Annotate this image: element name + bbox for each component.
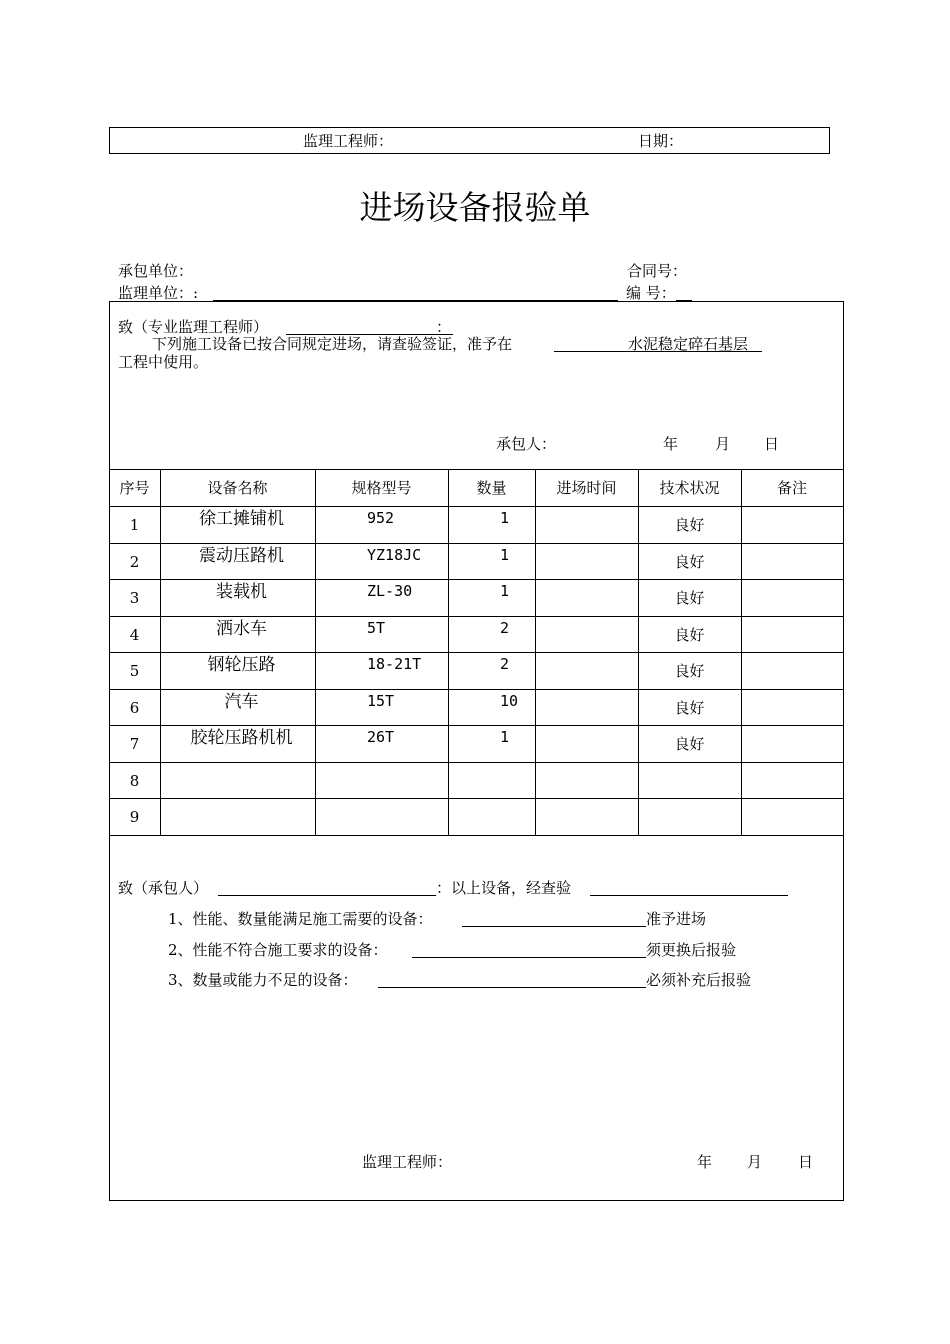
row-number: 3	[129, 589, 140, 607]
item2-label: 2、性能不符合施工要求的设备：	[168, 941, 388, 959]
equipment-status: 良好	[674, 699, 705, 717]
table-row-line	[109, 835, 843, 836]
table-row-line	[109, 616, 843, 617]
equipment-quantity: 2	[500, 619, 510, 637]
to-engineer-label: 致（专业监理工程师）	[118, 318, 269, 336]
row-number: 1	[129, 516, 140, 534]
top-signature-bar	[109, 127, 830, 154]
table-row-line	[109, 689, 843, 690]
equipment-model: 952	[367, 509, 395, 527]
equipment-status: 良好	[674, 553, 705, 571]
table-row-line	[109, 652, 843, 653]
row-number: 2	[129, 553, 140, 571]
row-number: 7	[129, 735, 140, 753]
top-date-label: 日期：	[638, 132, 684, 150]
equipment-model: 15T	[367, 692, 395, 710]
equipment-status: 良好	[674, 735, 705, 753]
table-header-cell: 数量	[476, 479, 507, 497]
equipment-model: YZ18JC	[367, 546, 422, 564]
table-header-line	[109, 506, 843, 507]
contractor-signer-label: 承包人：	[496, 435, 557, 453]
table-row-line	[109, 543, 843, 544]
item1-label: 1、性能、数量能满足施工需要的设备：	[168, 910, 433, 928]
table-header-cell: 进场时间	[556, 479, 617, 497]
equipment-name: 装载机	[216, 582, 267, 602]
equipment-name: 汽车	[224, 692, 259, 712]
table-column-line	[741, 469, 742, 835]
sign-day: 日	[764, 435, 780, 453]
body-line2: 工程中使用。	[118, 353, 209, 371]
page-title: 进场设备报验单	[359, 188, 591, 227]
item3-suffix: 必须补充后报验	[646, 971, 752, 989]
supervisor-label: 监理单位：:	[118, 284, 199, 302]
row-number: 6	[129, 699, 140, 717]
bottom-month: 月	[747, 1153, 763, 1171]
item3-label: 3、数量或能力不足的设备：	[168, 971, 358, 989]
to-contractor-label: 致（承包人）	[118, 879, 209, 897]
equipment-status: 良好	[674, 516, 705, 534]
equipment-status: 良好	[674, 626, 705, 644]
equipment-name: 钢轮压路	[207, 655, 276, 675]
row-number: 4	[129, 626, 140, 644]
table-column-line	[535, 469, 536, 835]
number-label: 编 号：	[626, 284, 676, 302]
sign-month: 月	[715, 435, 731, 453]
top-engineer-label: 监理工程师：	[303, 132, 394, 150]
bottom-day: 日	[798, 1153, 814, 1171]
body-line1: 下列施工设备已按合同规定进场，请查验签证，准予在	[152, 335, 513, 353]
table-header-cell: 序号	[119, 479, 150, 497]
equipment-model: ZL-30	[367, 582, 413, 600]
equipment-model: 18-21T	[367, 655, 422, 673]
equipment-name: 洒水车	[216, 619, 267, 639]
project-name: 水泥稳定碎石基层	[628, 335, 749, 353]
row-number: 8	[129, 772, 140, 790]
equipment-name: 胶轮压路机机	[190, 728, 293, 748]
row-number: 5	[129, 662, 140, 680]
bottom-engineer-label: 监理工程师：	[362, 1153, 453, 1171]
equipment-quantity: 10	[500, 692, 519, 710]
table-header-cell: 技术状况	[659, 479, 720, 497]
item3-underline	[378, 987, 646, 988]
equipment-model: 26T	[367, 728, 395, 746]
to-engineer-colon: ：	[436, 318, 452, 336]
table-top-line	[109, 469, 843, 470]
table-header-cell: 备注	[776, 479, 807, 497]
inspection-underline	[590, 895, 788, 896]
row-number: 9	[129, 808, 140, 826]
equipment-name: 徐工摊铺机	[199, 509, 284, 529]
item1-suffix: 准予进场	[646, 910, 707, 928]
table-row-line	[109, 579, 843, 580]
equipment-quantity: 2	[500, 655, 510, 673]
equipment-name: 震动压路机	[199, 546, 284, 566]
item1-underline	[462, 926, 646, 927]
contractor-underline	[218, 895, 436, 896]
equipment-quantity: 1	[500, 728, 510, 746]
equipment-quantity: 1	[500, 509, 510, 527]
table-row-line	[109, 798, 843, 799]
equipment-model: 5T	[367, 619, 386, 637]
equipment-quantity: 1	[500, 582, 510, 600]
contract-no-label: 合同号：	[627, 262, 688, 280]
sign-year: 年	[663, 435, 679, 453]
bottom-year: 年	[697, 1153, 713, 1171]
item2-underline	[412, 957, 646, 958]
equipment-quantity: 1	[500, 546, 510, 564]
equipment-status: 良好	[674, 662, 705, 680]
after-inspection-text: ：以上设备，经查验	[436, 879, 572, 897]
table-header-cell: 设备名称	[207, 479, 268, 497]
table-row-line	[109, 762, 843, 763]
table-row-line	[109, 725, 843, 726]
contractor-label: 承包单位：	[118, 262, 194, 280]
table-header-cell: 规格型号	[351, 479, 412, 497]
equipment-status: 良好	[674, 589, 705, 607]
item2-suffix: 须更换后报验	[646, 941, 737, 959]
table-column-line	[448, 469, 449, 835]
